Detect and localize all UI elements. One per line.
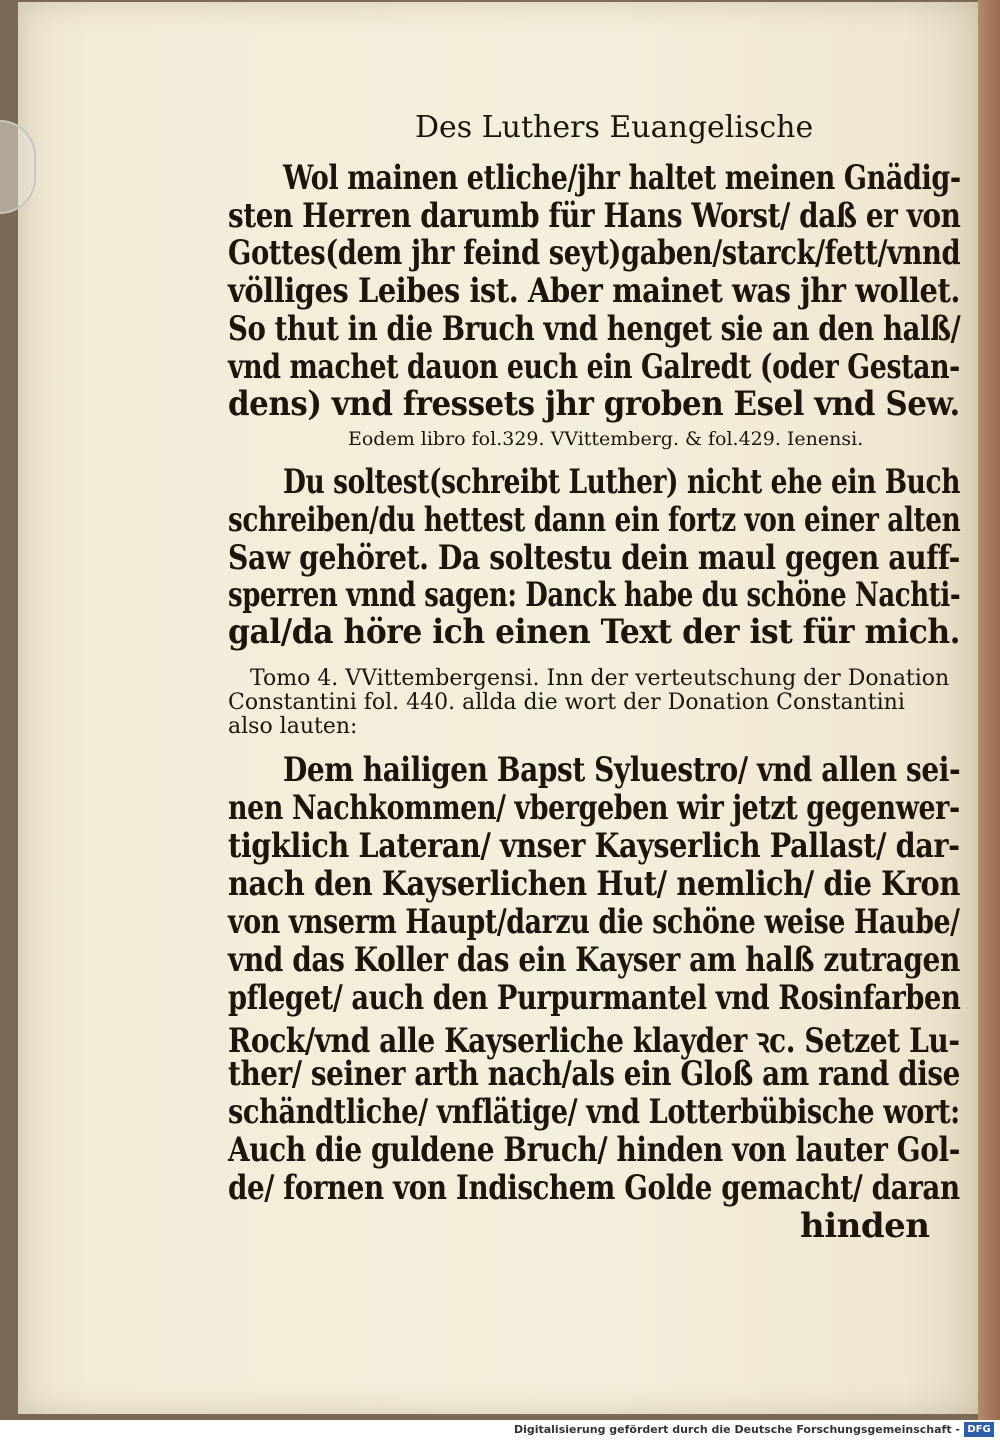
paragraph3-line: Dem hailigen Bapst Syluestro/ vnd allen sei- xyxy=(283,750,961,790)
paragraph3-line: Auch die guldene Bruch/ hinden von lauter Gol- xyxy=(228,1130,960,1170)
running-header: Des Luthers Euangelische xyxy=(415,110,814,145)
paragraph3-line: de/ fornen von Indischem Golde gemacht/ daran xyxy=(228,1168,960,1208)
paragraph3-line: ther/ seiner arth nach/als ein Gloß am rand dise xyxy=(228,1054,960,1094)
paragraph2-line: gal/da höre ich einen Text der ist für mich. xyxy=(228,612,961,652)
digitization-footer xyxy=(0,1420,1000,1441)
paragraph1-line: vnd machet dauon euch ein Galredt (oder Gestan- xyxy=(228,347,960,387)
paragraph1-line: sten Herren darumb für Hans Worst/ daß er von xyxy=(228,196,961,236)
paragraph2-line: schreiben/du hettest dann ein fortz von einer alten xyxy=(228,500,961,540)
paragraph3-line: schändtliche/ vnflätige/ vnd Lotterbübische wort: xyxy=(228,1092,960,1132)
source-reference-line: Tomo 4. VVittembergensi. Inn der verteutschung der Donation xyxy=(250,666,950,691)
paragraph3-line: Rock/vnd alle Kayserliche klayder ꝛc. Setzet Lu- xyxy=(228,1021,960,1061)
paragraph1-line: völliges Leibes ist. Aber mainet was jhr wollet. xyxy=(228,271,961,311)
source-reference: Eodem libro fol.329. VVittemberg. & fol.429. Ienensi. xyxy=(348,428,864,450)
paragraph1-line: dens) vnd fressets jhr groben Esel vnd Sew. xyxy=(228,384,960,424)
paragraph3-line: nach den Kayserlichen Hut/ nemlich/ die Kron xyxy=(228,864,960,904)
paragraph1-line: Gottes(dem jhr feind seyt)gaben/starck/fett/vnnd xyxy=(228,233,961,273)
paragraph3-line: tigklich Lateran/ vnser Kayserlich Pallast/ dar- xyxy=(228,826,960,866)
funding-credit: Digitalisierung gefördert durch die Deutsche Forschungsgemeinschaft - xyxy=(513,1423,960,1436)
paragraph1-line: Wol mainen etliche/jhr haltet meinen Gnädig- xyxy=(283,158,961,198)
paragraph1-line: So thut in die Bruch vnd henget sie an den halß/ xyxy=(228,309,961,349)
paragraph3-line: nen Nachkommen/ vbergeben wir jetzt gegenwer- xyxy=(228,788,960,828)
paragraph2-line: Du soltest(schreibt Luther) nicht ehe ein Buch xyxy=(283,462,961,502)
catchword: hinden xyxy=(800,1206,930,1246)
paragraph3-line: pfleget/ auch den Purpurmantel vnd Rosinfarben xyxy=(228,978,961,1018)
paragraph2-line: Saw gehöret. Da soltestu dein maul gegen auff- xyxy=(228,538,960,578)
source-reference-line: Constantini fol. 440. allda die wort der Donation Constantini xyxy=(228,690,905,715)
paragraph3-line: vnd das Koller das ein Kayser am halß zutragen xyxy=(228,940,960,980)
dfg-logo: DFG xyxy=(964,1422,994,1437)
source-reference-line: also lauten: xyxy=(228,714,358,739)
paragraph3-line: von vnserm Haupt/darzu die schöne weise Haube/ xyxy=(228,902,960,942)
paragraph2-line: sperren vnnd sagen: Danck habe du schöne Nachti- xyxy=(228,575,961,615)
